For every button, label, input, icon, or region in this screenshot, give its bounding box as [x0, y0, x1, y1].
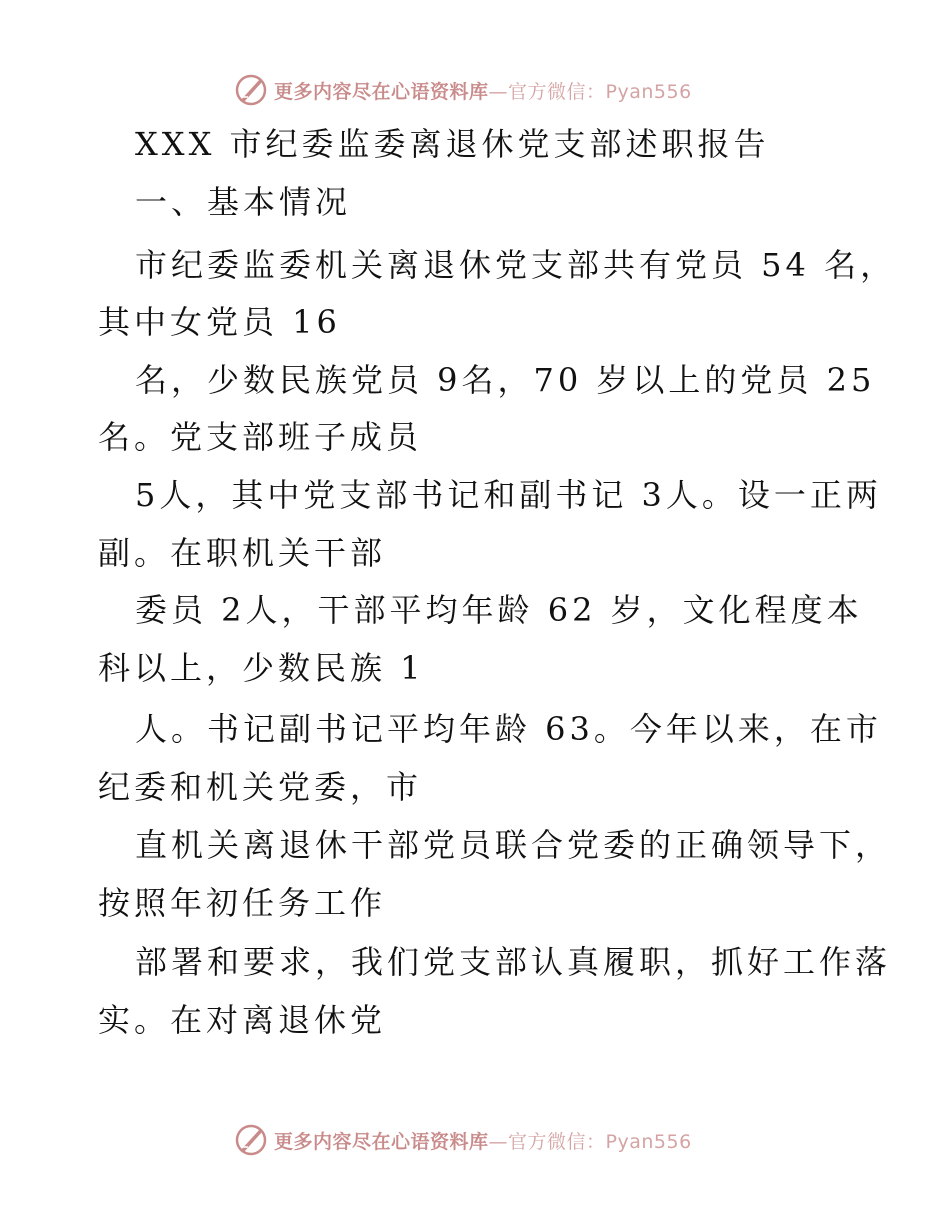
body-line: 名。党支部班子成员	[98, 418, 423, 456]
watermark-banner-top	[234, 72, 692, 108]
body-line: 部署和要求，我们党支部认真履职，抓好工作落	[135, 943, 892, 981]
body-line: 纪委和机关党委，市	[98, 768, 423, 806]
body-line: 市纪委监委机关离退休党支部共有党员 54 名，	[135, 246, 897, 284]
watermark-banner-bottom	[234, 1122, 692, 1158]
feather-pen-circle-icon	[234, 1123, 268, 1157]
body-line: 按照年初任务工作	[98, 884, 387, 922]
body-line: 直机关离退休干部党员联合党委的正确领导下，	[135, 826, 892, 864]
watermark-text: 更多内容尽在心语资料库—官方微信：Pyan556	[274, 80, 692, 103]
body-line: 副。在职机关干部	[98, 534, 387, 572]
body-line: 其中女党员 16	[98, 303, 341, 341]
section-heading: 一、基本情况	[135, 183, 352, 221]
watermark-text: 更多内容尽在心语资料库—官方微信：Pyan556	[274, 1130, 692, 1153]
body-line: 委员 2人，干部平均年龄 62 岁，文化程度本	[135, 591, 863, 629]
feather-pen-circle-icon	[234, 73, 268, 107]
body-line: 实。在对离退休党	[98, 1001, 387, 1039]
body-line: 人。书记副书记平均年龄 63。今年以来，在市	[135, 710, 882, 748]
body-line: 5人，其中党支部书记和副书记 3人。设一正两	[135, 476, 882, 514]
document-title: XXX 市纪委监委离退休党支部述职报告	[135, 125, 770, 163]
body-line: 名，少数民族党员 9名，70 岁以上的党员 25	[135, 361, 876, 399]
body-line: 科以上，少数民族 1	[98, 649, 425, 687]
